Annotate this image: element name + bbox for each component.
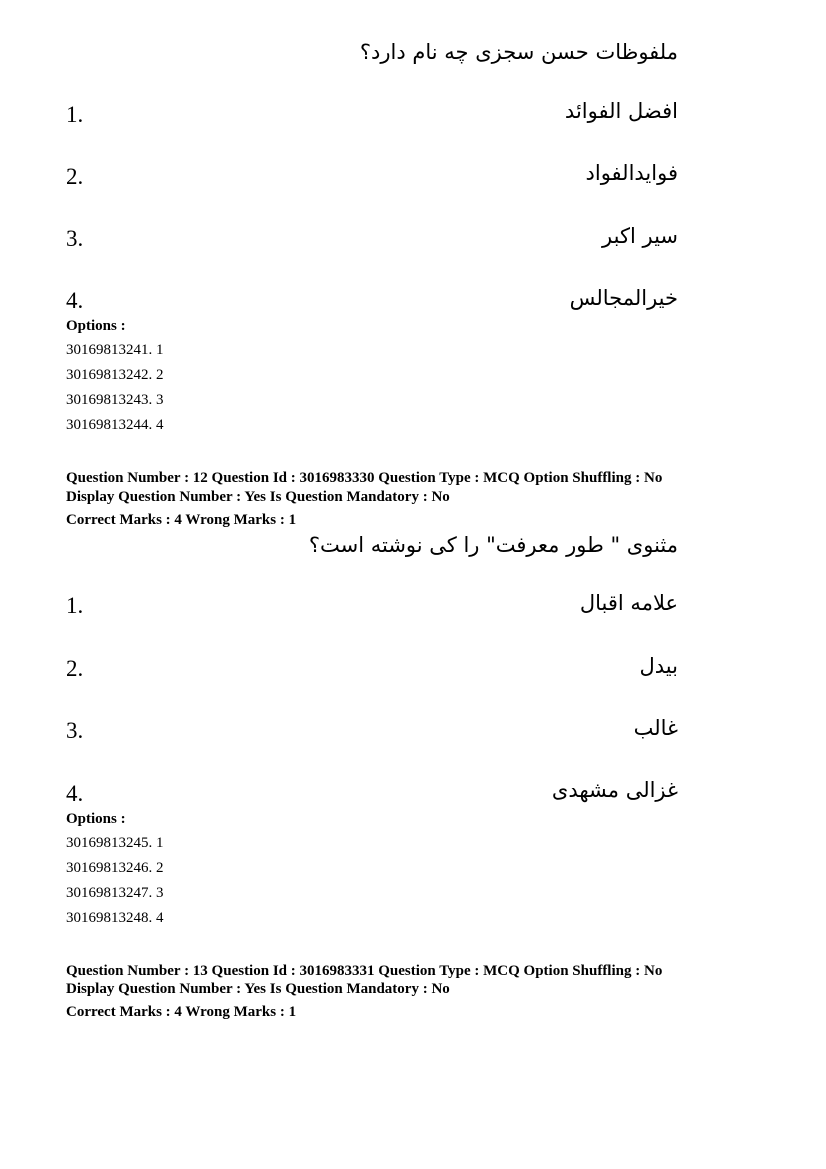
q12-meta-line-2: Display Question Number : Yes Is Question Mandatory : No [66, 489, 450, 505]
q12-option-1-text: علامه اقبال [579, 591, 678, 615]
q11-option-id-3: 30169813243. 3 [66, 392, 164, 408]
q13-meta-line-2: Display Question Number : Yes Is Question Mandatory : No [66, 981, 450, 997]
q11-option-id-4: 30169813244. 4 [66, 417, 164, 433]
q11-option-4-number: 4. [66, 288, 84, 313]
q11-option-1-text: افضل الفوائد [564, 99, 678, 123]
question-11-text: ملفوظات حسن سجزی چه نام دارد؟ [359, 40, 678, 64]
q11-options-label: Options : [66, 318, 126, 334]
q12-option-3-number: 3. [66, 718, 84, 743]
q11-option-2-text: فوایدالفواد [585, 161, 678, 185]
q12-option-4-number: 4. [66, 781, 84, 806]
q12-option-id-1: 30169813245. 1 [66, 835, 164, 851]
q12-options-label: Options : [66, 811, 126, 827]
q13-meta-line-1: Question Number : 13 Question Id : 3016983331 Question Type : MCQ Option Shuffling : No [66, 963, 663, 979]
q12-option-1-number: 1. [66, 593, 84, 618]
q12-option-id-2: 30169813246. 2 [66, 860, 164, 876]
q11-option-3-text: سیر اکبر [602, 224, 678, 248]
q13-meta-line-3: Correct Marks : 4 Wrong Marks : 1 [66, 1004, 297, 1020]
q12-option-id-4: 30169813248. 4 [66, 910, 164, 926]
q12-option-4-text: غزالی مشهدی [551, 778, 678, 802]
q11-option-id-2: 30169813242. 2 [66, 367, 164, 383]
q11-option-1-number: 1. [66, 102, 84, 127]
q12-option-3-text: غالب [633, 716, 678, 740]
q11-option-2-number: 2. [66, 164, 84, 189]
q12-meta-line-3: Correct Marks : 4 Wrong Marks : 1 [66, 512, 297, 528]
q12-option-2-number: 2. [66, 656, 84, 681]
q11-option-4-text: خیرالمجالس [569, 286, 678, 310]
q12-option-id-3: 30169813247. 3 [66, 885, 164, 901]
q12-meta-line-1: Question Number : 12 Question Id : 3016983330 Question Type : MCQ Option Shuffling : No [66, 470, 663, 486]
q12-option-2-text: بیدل [639, 654, 678, 678]
q11-option-id-1: 30169813241. 1 [66, 342, 164, 358]
question-12-text: مثنوی " طور معرفت" را کی نوشته است؟ [308, 533, 678, 557]
q11-option-3-number: 3. [66, 226, 84, 251]
